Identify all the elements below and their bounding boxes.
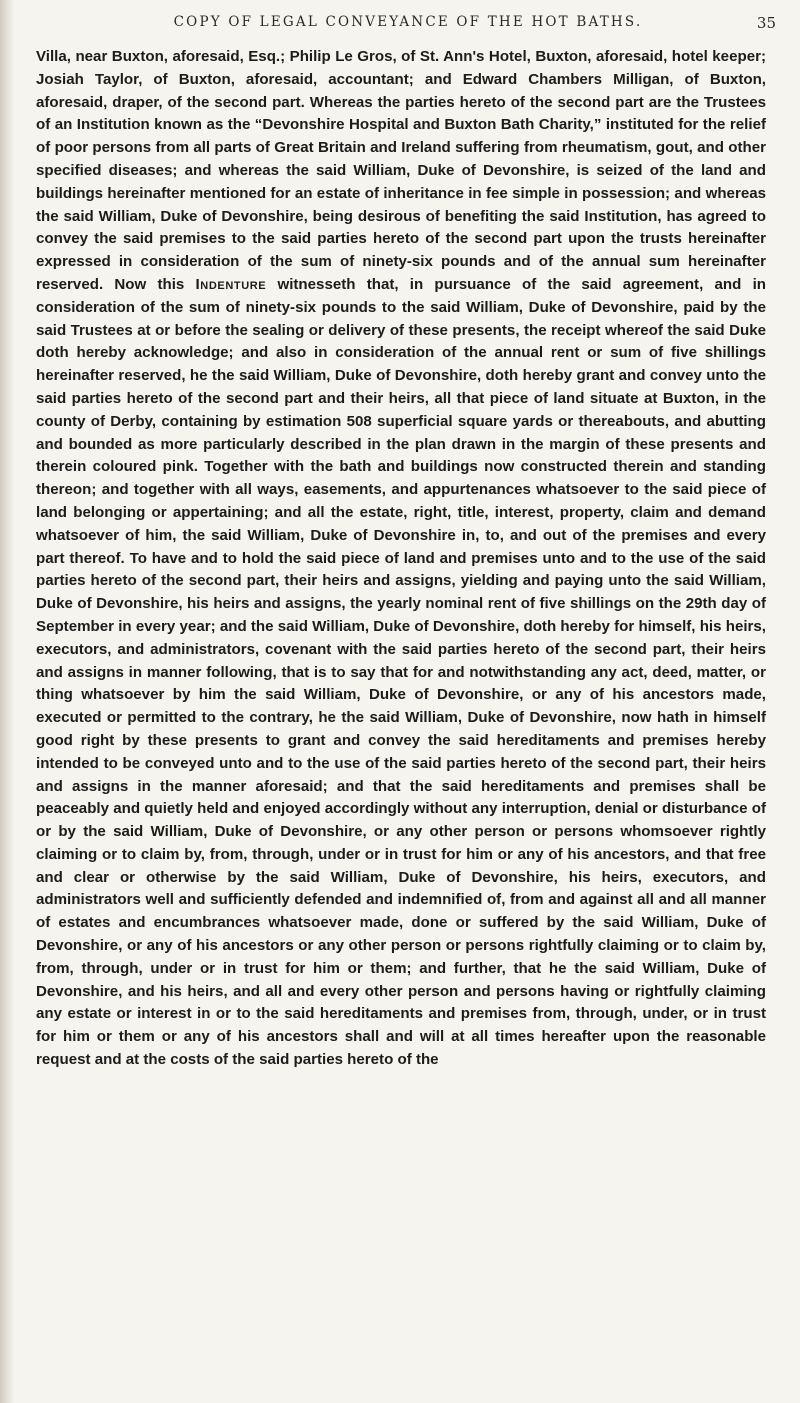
text-after-indenture: witnesseth that, in pursuance of the said agreement, and in consideration of the sum of ninety-six pounds to the said William, Duke of Devonshire, paid by the said Trustees at or before the sealing or delivery of these presents, the receipt whereof the said Duke doth hereby acknowledge; and also in consideration of the annual rent or sum of five shillings hereinafter reserved, he the said William, Duke of Devonshire, doth hereby grant and convey unto the said parties hereto of the second part and their heirs, all that piece of land situate at Buxton, in the county of Derby, containing by estimation 508 superficial square yards or thereabouts, and abutting and bounded as more particularly described in the plan drawn in the margin of these presents and therein coloured pink. Together with the bath and buildings now constructed therein and standing thereon; and together with all ways, easements, and appurtenances whatsoever to the said piece of land belonging or appertaining; and all the estate, right, title, interest, property, claim and demand whatsoever of him, the said William, Duke of Devonshire in, to, and out of the premises and every part thereof. To have and to hold the said piece of land and premises unto and to the use of the said parties hereto of the second part, their heirs and assigns, yielding and paying unto the said William, Duke of Devonshire, his heirs and assigns, the yearly nominal rent of five shillings on the 29th day of September in every year; and the said William, Duke of Devonshire, doth hereby for himself, his heirs, executors, and administrators, covenant with the said parties hereto of the second part, their heirs and assigns in manner following, that is to say that for and notwithstanding any act, deed, matter, or thing whatsoever by him the said William, Duke of Devonshire, or any of his ancestors made, executed or permitted to the contrary, he the said William, Duke of Devonshire, now hath in himself good right by these presents to grant and convey the said hereditaments and premises hereby intended to be conveyed unto and to the use of the said parties hereto of the second part, their heirs and assigns in the manner aforesaid; and that the said hereditaments and premises shall be peaceably and quietly held and enjoyed accordingly without any interruption, denial or disturbance of or by the said William, Duke of Devonshire, or any other person or persons whomsoever rightly claiming or to claim by, from, through, under or in trust for him or any of his ancestors, and that free and clear or otherwise by the said William, Duke of Devonshire, his heirs, executors, and administrators well and sufficiently defended and indemnified of, from and against all and all manner of estates and encumbrances whatsoever made, done or suffered by the said William, Duke of Devonshire, or any of his ancestors or any other person or persons rightfully claiming or to claim by, from, through, under or in trust for him or them; and further, that he the said William, Duke of Devonshire, and his heirs, and all and every other person and persons having or rightfully claiming any estate or interest in or to the said hereditaments and premises from, through, under, or in trust for him or them or any of his ancestors shall and will at all times hereafter upon the reasonable request and at the costs of the said parties hereto of the	[36, 275, 766, 1069]
page-number: 35	[756, 14, 776, 32]
conveyance-paragraph	[36, 46, 766, 1072]
conveyance-text	[36, 46, 766, 1072]
running-title: COPY OF LEGAL CONVEYANCE OF THE HOT BATHS.	[173, 14, 643, 30]
binding-gutter-shadow	[0, 0, 14, 1403]
text-before-indenture: Villa, near Buxton, aforesaid, Esq.; Philip Le Gros, of St. Ann's Hotel, Buxton, aforesaid, hotel keeper; Josiah Taylor, of Buxton, aforesaid, accountant; and Edward Chambers Milligan, of Buxton, aforesaid, draper, of the second part. Whereas the parties hereto of the second part are the Trustees of an Institution known as the “Devonshire Hospital and Buxton Bath Charity,” instituted for the relief of poor persons from all parts of Great Britain and Ireland suffering from rheumatism, gout, and other specified diseases; and whereas the said William, Duke of Devonshire, is seized of the land and buildings hereinafter mentioned for an estate of inheritance in fee simple in possession; and whereas the said William, Duke of Devonshire, being desirous of benefiting the said Institution, has agreed to convey the said premises to the said parties hereto of the second part upon the trusts hereinafter expressed in consideration of the sum of ninety-six pounds and of the annual sum hereinafter reserved. Now this	[36, 48, 766, 293]
page-header	[40, 14, 776, 38]
indenture-keyword: Indenture	[195, 275, 267, 293]
